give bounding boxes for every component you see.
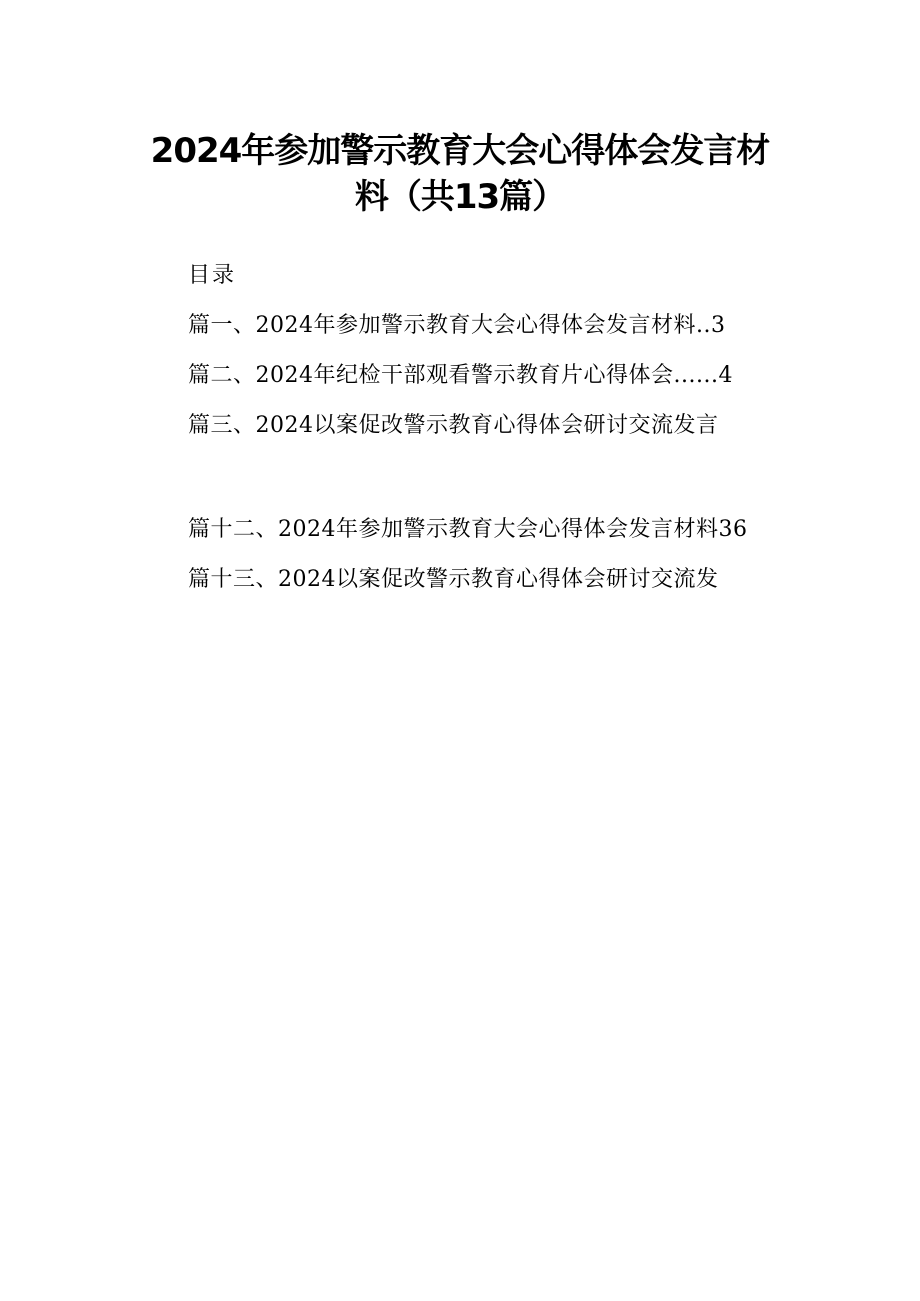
document-title bbox=[140, 128, 780, 220]
toc-item-2[interactable] bbox=[188, 362, 733, 390]
toc-item-3[interactable] bbox=[188, 412, 719, 440]
toc-item-page: 36 bbox=[718, 517, 748, 542]
toc-item-1[interactable] bbox=[188, 312, 725, 340]
toc-item-page: 3 bbox=[710, 313, 726, 338]
title-line-2: 料（共13篇） bbox=[354, 177, 566, 217]
toc-item-text: 篇一、2024年参加警示教育大会心得体会发言材料.. bbox=[188, 313, 711, 338]
toc-item-text: 篇十二、2024年参加警示教育大会心得体会发言材料 bbox=[188, 517, 719, 542]
toc-item-text: 篇三、2024以案促改警示教育心得体会研讨交流发言 bbox=[188, 413, 719, 438]
toc-item-text: 篇十三、2024以案促改警示教育心得体会研讨交流发 bbox=[188, 567, 719, 592]
toc-item-page: 4 bbox=[718, 363, 733, 388]
toc-item-12[interactable] bbox=[188, 516, 748, 544]
toc-heading: 目录 bbox=[188, 263, 237, 288]
toc-item-13[interactable] bbox=[188, 566, 719, 594]
title-line-1: 2024年参加警示教育大会心得体会发言材 bbox=[150, 131, 770, 171]
toc-item-text: 篇二、2024年纪检干部观看警示教育片心得体会...... bbox=[188, 363, 719, 388]
